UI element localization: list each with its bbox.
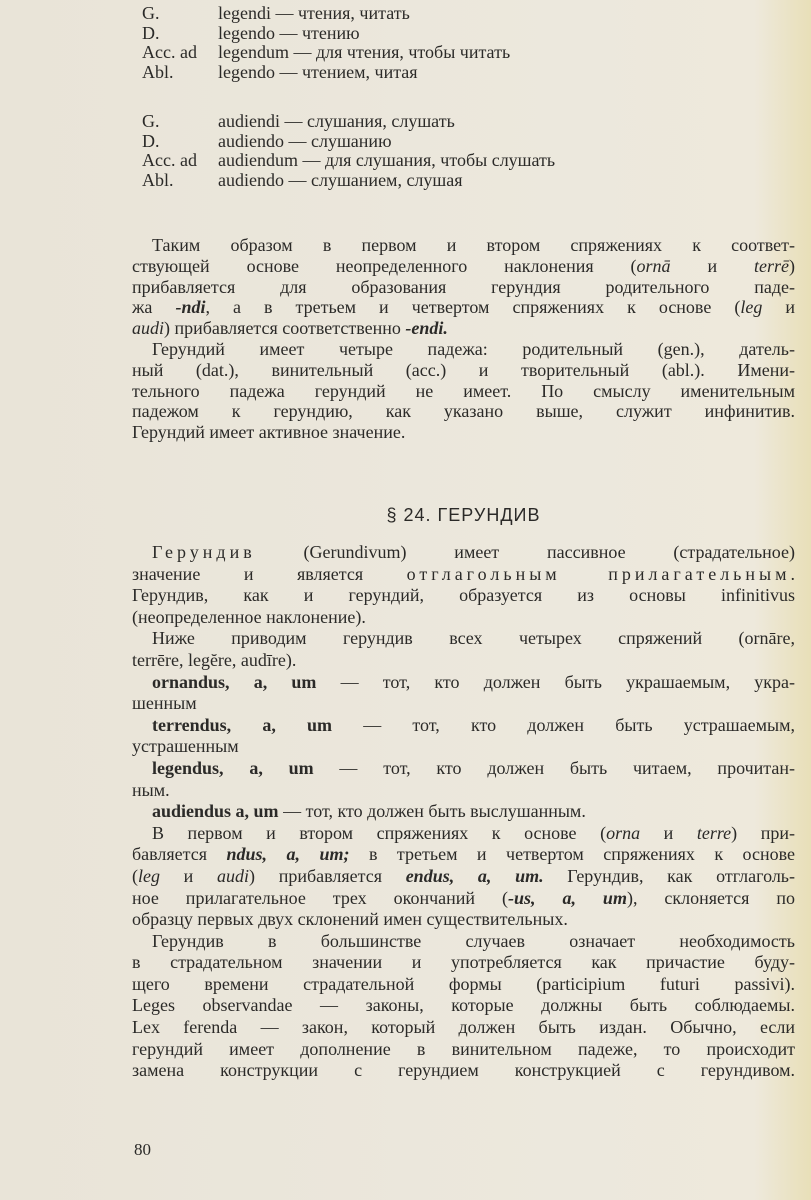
text-run: .: [790, 563, 795, 584]
text-run: ствующей основе неопределенного наклонения (: [132, 255, 637, 276]
text-run: — тот, кто должен быть устрашаемым,: [332, 714, 795, 735]
text-run: Герундив: [152, 542, 256, 562]
text-line: [132, 974, 795, 996]
text-run: — тот, кто должен быть украшаемым, укра-: [316, 671, 795, 692]
gerund-paragraph: [132, 235, 795, 443]
text-line: [132, 715, 795, 737]
text-run: и: [640, 822, 697, 843]
text-run: audiendus a, um: [152, 801, 279, 822]
text-line: [132, 931, 795, 953]
text-run: устрашенным: [132, 736, 239, 757]
text-run: замена конструкции с герундием конструкцией с герундивом.: [132, 1060, 795, 1081]
table-row: [132, 43, 795, 63]
text-line: [132, 542, 795, 564]
page-number: 80: [134, 1140, 151, 1159]
text-line: [132, 758, 795, 780]
text-line: [132, 277, 795, 298]
case-label: Abl.: [142, 169, 174, 190]
case-label: Abl.: [142, 61, 174, 82]
text-run: (Gerundivum) имеет пассивное (страдательное): [255, 542, 795, 562]
table-row: [132, 151, 795, 171]
text-run: ornā: [636, 255, 671, 276]
text-run: значение и является: [132, 563, 407, 584]
case-label: G.: [142, 111, 160, 131]
text-line: [132, 909, 795, 931]
text-line: [132, 672, 795, 694]
text-line: [132, 1017, 795, 1039]
text-run: ), склоняется по: [626, 887, 795, 908]
text-run: (неопределенное наклонение).: [132, 606, 366, 627]
text-run: Ниже приводим герундив всех четырех спряжений (ornāre,: [152, 628, 795, 649]
text-line: [132, 318, 795, 339]
text-run: Leges observandae — законы, которые должны быть соблюдаемы.: [132, 995, 795, 1016]
text-run: ) прибавляется: [249, 865, 406, 886]
text-line: [132, 1060, 795, 1082]
text-run: ornandus, a, um: [152, 671, 317, 692]
text-run: terre: [696, 822, 732, 843]
text-line: [132, 888, 795, 910]
case-label: Acc. ad: [142, 150, 197, 170]
text-line: [132, 607, 795, 629]
table-row: [132, 132, 795, 152]
text-run: прибавляется для образования герундия родительного паде-: [132, 276, 795, 297]
gerund-form: legendo — чтению: [218, 22, 360, 43]
text-run: Lex ferenda — закон, который должен быть издан. Обычно, если: [132, 1017, 795, 1038]
text-line: [132, 360, 795, 381]
text-run: (: [132, 865, 138, 886]
text-line: [132, 693, 795, 715]
text-run: Таким образом в первом и втором спряжениях к соответ-: [152, 235, 795, 255]
text-run: в страдательном значении и употребляется как причастие буду-: [132, 952, 795, 973]
text-run: Герундий имеет четыре падежа: родительный (gen.), датель-: [152, 338, 795, 359]
text-run: terrendus, a, um: [152, 714, 333, 735]
text-line: [132, 952, 795, 974]
text-run: и: [670, 255, 754, 276]
text-line: [132, 866, 795, 888]
text-run: Герундив, как и герундий, образуется из основы infinitivus: [132, 585, 795, 606]
text-run: Герундив в большинстве случаев означает необходимость: [152, 930, 795, 951]
table-row: [132, 171, 795, 191]
text-run: ndus, a, um;: [226, 844, 350, 865]
text-run: и: [160, 865, 218, 886]
text-run: leg: [138, 865, 160, 886]
text-line: [132, 650, 795, 672]
text-run: ное прилагательное трех окончаний (: [132, 887, 508, 908]
text-line: [132, 801, 795, 823]
text-line: [132, 339, 795, 360]
text-run: orna: [606, 822, 641, 843]
text-run: — тот, кто должен быть читаем, прочитан-: [313, 757, 795, 778]
text-run: -ndi: [175, 297, 206, 318]
case-label: G.: [142, 3, 160, 23]
text-run: отглагольным прилагательным: [406, 563, 791, 584]
text-run: щего времени страдательной формы (participium futuri passivi).: [132, 973, 795, 994]
text-line: [132, 995, 795, 1017]
case-label: D.: [142, 130, 160, 151]
text-run: terrēre, legĕre, audīre).: [132, 649, 297, 670]
text-run: -endi.: [405, 318, 448, 339]
text-line: [132, 823, 795, 845]
text-run: , а в третьем и четвертом спряжениях к основе (: [205, 297, 741, 318]
table-row: [132, 63, 795, 83]
table-row: [132, 112, 795, 132]
text-run: ): [789, 255, 795, 276]
text-run: бавляется: [132, 844, 227, 865]
text-line: [132, 736, 795, 758]
text-line: [132, 422, 795, 443]
text-run: leg: [740, 297, 763, 318]
text-run: ным.: [132, 779, 170, 800]
text-run: -us, a, um: [507, 887, 627, 908]
gerund-form: legendi — чтения, читать: [218, 3, 410, 23]
text-line: [132, 564, 795, 586]
section-heading: § 24. ГЕРУНДИВ: [386, 505, 541, 525]
text-line: [132, 401, 795, 422]
text-run: — тот, кто должен быть выслушанным.: [278, 801, 586, 822]
case-label: Acc. ad: [142, 42, 197, 62]
text-run: audi: [132, 318, 165, 339]
text-line: [132, 585, 795, 607]
text-run: ) прибавляется соответственно: [164, 318, 406, 339]
text-run: образцу первых двух склонений имен существительных.: [132, 909, 568, 930]
text-line: [132, 297, 795, 318]
gerund-form: legendo — чтением, читая: [218, 61, 418, 82]
text-run: в третьем и четвертом спряжениях к основе: [349, 844, 796, 865]
text-line: [132, 256, 795, 277]
gerund-form: audiendi — слушания, слушать: [218, 111, 455, 131]
table-row: [132, 4, 795, 24]
text-line: [132, 628, 795, 650]
text-run: legendus, a, um: [152, 757, 314, 778]
text-line: [132, 844, 795, 866]
text-run: audi: [217, 865, 250, 886]
text-line: [132, 1039, 795, 1061]
case-label: D.: [142, 22, 160, 43]
text-run: падежом к герундию, как указано выше, служит инфинитив.: [132, 401, 795, 422]
text-run: terrē: [754, 255, 789, 276]
text-line: [132, 780, 795, 802]
text-run: ный (dat.), винительный (acc.) и творительный (abl.). Имени-: [132, 359, 795, 380]
gerund-table-audire: [132, 112, 795, 190]
gerund-table-legere: [132, 4, 795, 82]
gerund-form: audiendo — слушанием, слушая: [218, 169, 463, 190]
text-run: Герундий имеет активное значение.: [132, 422, 406, 443]
text-line: [132, 381, 795, 402]
gerundive-section: [132, 542, 795, 1082]
text-run: В первом и втором спряжениях к основе (: [152, 822, 607, 843]
text-run: Герундив, как отглаголь-: [543, 865, 796, 886]
text-run: жа: [132, 297, 176, 318]
text-run: ) при-: [731, 822, 795, 843]
text-run: герундий имеет дополнение в винительном падеже, то происходит: [132, 1038, 795, 1059]
table-row: [132, 24, 795, 44]
gerund-form: legendum — для чтения, чтобы читать: [218, 42, 511, 62]
text-line: [132, 235, 795, 256]
text-run: и: [762, 297, 795, 318]
text-run: endus, a, um.: [405, 865, 544, 886]
gerund-form: audiendum — для слушания, чтобы слушать: [218, 150, 556, 170]
text-run: тельного падежа герундий не имеет. По смыслу именительным: [132, 380, 795, 401]
text-run: шенным: [132, 693, 197, 714]
gerund-form: audiendo — слушанию: [218, 130, 392, 151]
